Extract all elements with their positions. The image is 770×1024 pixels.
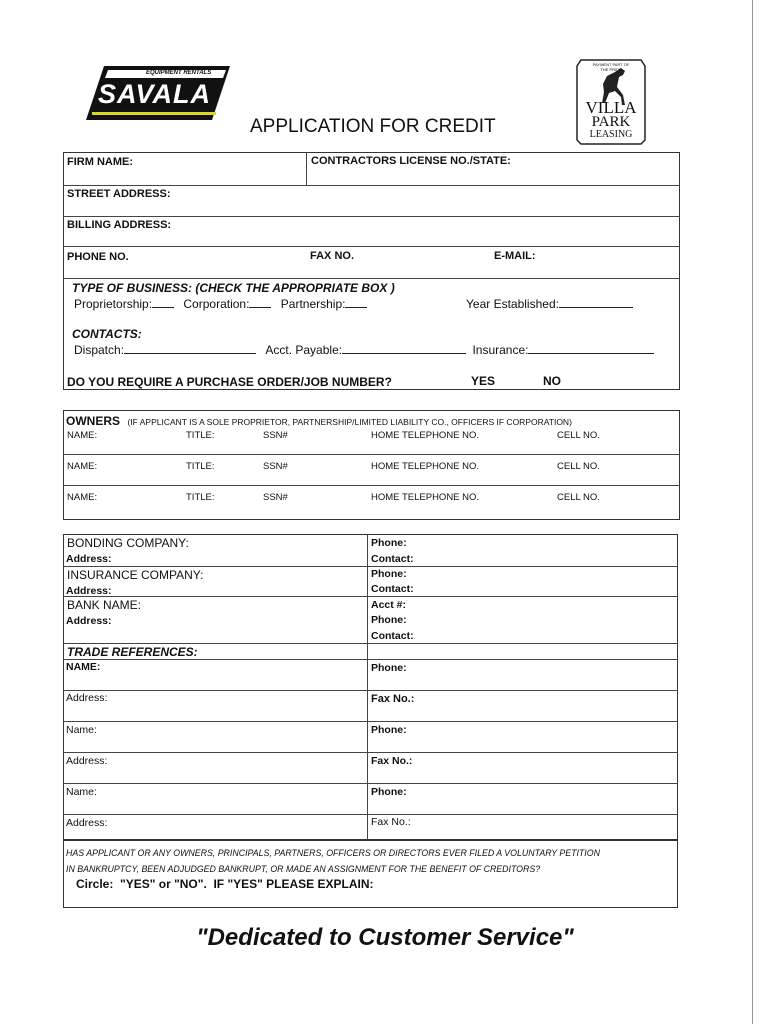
acct-payable-input[interactable] — [342, 343, 466, 354]
year-established-input[interactable] — [559, 297, 633, 308]
trade2-name-field[interactable]: Name: — [66, 724, 97, 736]
trade-references-heading: TRADE REFERENCES: — [67, 645, 198, 659]
insurance-phone-field[interactable]: Phone: — [371, 568, 407, 580]
partner-line2: PARK — [591, 114, 631, 130]
scan-edge — [752, 0, 753, 1024]
owners-note: (IF APPLICANT IS A SOLE PROPRIETOR, PARTNERSHIP/LIMITED LIABILITY CO., OFFICERS IF CORPORATION) — [127, 417, 572, 427]
logo-brand: SAVALA — [98, 79, 211, 109]
trade1-phone-field[interactable]: Phone: — [371, 662, 407, 674]
fax-field[interactable]: FAX NO. — [310, 250, 355, 262]
owner2-title[interactable]: TITLE: — [186, 461, 215, 472]
owner2-ssn[interactable]: SSN# — [263, 461, 288, 472]
owner1-title[interactable]: TITLE: — [186, 430, 215, 441]
proprietorship-checkbox[interactable] — [152, 297, 174, 308]
po-yes-option[interactable]: YES — [471, 374, 496, 388]
po-question: DO YOU REQUIRE A PURCHASE ORDER/JOB NUMBER? — [67, 375, 392, 389]
owner1-name[interactable]: NAME: — [67, 430, 98, 441]
bankruptcy-circle-prompt[interactable]: Circle: "YES" or "NO". IF "YES" PLEASE EXPLAIN: — [76, 877, 374, 891]
logo-tagline: EQUIPMENT RENTALS — [146, 70, 212, 76]
insurance-label: Insurance: — [472, 343, 529, 357]
phone-field[interactable]: PHONE NO. — [67, 251, 129, 263]
owner3-ssn[interactable]: SSN# — [263, 492, 288, 503]
trade2-phone-field[interactable]: Phone: — [371, 724, 407, 736]
footer-slogan: "Dedicated to Customer Service" — [196, 924, 574, 951]
contacts-row — [74, 343, 654, 357]
partner-small-text: PAYMENT PART OF THE PRIDE — [592, 62, 630, 72]
trade3-name-field[interactable]: Name: — [66, 786, 97, 798]
dispatch-input[interactable] — [124, 343, 256, 354]
bankruptcy-line1: HAS APPLICANT OR ANY OWNERS, PRINCIPALS, PARTNERS, OFFICERS OR DIRECTORS EVER FILED A VOLUNTARY PETITION — [66, 848, 600, 858]
owners-heading: OWNERS — [66, 414, 120, 428]
corporation-checkbox[interactable] — [249, 297, 271, 308]
trade1-address-field[interactable]: Address: — [66, 692, 108, 704]
page-title: APPLICATION FOR CREDIT — [250, 116, 496, 137]
bank-name-field[interactable]: BANK NAME: — [67, 598, 142, 612]
type-of-business-heading: TYPE OF BUSINESS: (CHECK THE APPROPRIATE BOX ) — [72, 281, 395, 295]
email-field[interactable]: E-MAIL: — [494, 250, 536, 262]
trade2-fax-field[interactable]: Fax No.: — [371, 755, 413, 767]
proprietorship-label: Proprietorship: — [74, 297, 153, 311]
owners-header — [66, 412, 572, 430]
street-address-field[interactable]: STREET ADDRESS: — [67, 188, 171, 200]
owner3-cell[interactable]: CELL NO. — [557, 492, 600, 503]
trade3-phone-field[interactable]: Phone: — [371, 786, 407, 798]
owner3-name[interactable]: NAME: — [67, 492, 98, 503]
insurance-company-field[interactable]: INSURANCE COMPANY: — [67, 568, 204, 582]
year-established-label: Year Established: — [466, 297, 559, 311]
bank-phone-field[interactable]: Phone: — [371, 614, 407, 626]
billing-address-field[interactable]: BILLING ADDRESS: — [67, 219, 172, 231]
trade2-address-field[interactable]: Address: — [66, 755, 108, 767]
po-no-option[interactable]: NO — [543, 374, 561, 388]
business-type-row — [74, 297, 367, 311]
year-established-row — [466, 297, 633, 311]
villa-park-logo — [575, 58, 647, 146]
trade1-name-field[interactable]: NAME: — [66, 661, 101, 673]
trade3-fax-field[interactable]: Fax No.: — [371, 816, 411, 828]
bank-address-field[interactable]: Address: — [66, 615, 112, 627]
corporation-label: Corporation: — [183, 297, 250, 311]
owner2-name[interactable]: NAME: — [67, 461, 98, 472]
savala-logo — [86, 64, 232, 122]
owner3-title[interactable]: TITLE: — [186, 492, 215, 503]
bonding-phone-field[interactable]: Phone: — [371, 537, 407, 549]
contractors-license-field[interactable]: CONTRACTORS LICENSE NO./STATE: — [311, 155, 511, 167]
trade3-address-field[interactable]: Address: — [66, 817, 108, 829]
firm-name-field[interactable]: FIRM NAME: — [67, 156, 133, 168]
insurance-contact-field[interactable]: Contact: — [371, 583, 414, 595]
trade1-fax-field[interactable]: Fax No.: — [371, 693, 415, 705]
insurance-input[interactable] — [528, 343, 654, 354]
partner-line3: LEASING — [589, 129, 633, 140]
partner-line1: VILLA — [585, 98, 637, 117]
bonding-address-field[interactable]: Address: — [66, 553, 112, 565]
insurance-address-field[interactable]: Address: — [66, 585, 112, 597]
owner1-ssn[interactable]: SSN# — [263, 430, 288, 441]
dispatch-label: Dispatch: — [74, 343, 125, 357]
owner1-home-phone[interactable]: HOME TELEPHONE NO. — [371, 430, 480, 441]
partnership-label: Partnership: — [280, 297, 346, 311]
bonding-company-field[interactable]: BONDING COMPANY: — [67, 536, 189, 550]
contacts-heading: CONTACTS: — [72, 327, 142, 341]
owner2-cell[interactable]: CELL NO. — [557, 461, 600, 472]
bonding-contact-field[interactable]: Contact: — [371, 553, 414, 565]
acct-payable-label: Acct. Payable: — [265, 343, 343, 357]
owner2-home-phone[interactable]: HOME TELEPHONE NO. — [371, 461, 480, 472]
owner3-home-phone[interactable]: HOME TELEPHONE NO. — [371, 492, 480, 503]
partnership-checkbox[interactable] — [345, 297, 367, 308]
bank-contact-field[interactable]: Contact: — [371, 630, 414, 642]
bankruptcy-line2: IN BANKRUPTCY, BEEN ADJUDGED BANKRUPT, OR MADE AN ASSIGNMENT FOR THE BENEFIT OF CREDITORS? — [66, 864, 541, 874]
bank-acct-field[interactable]: Acct #: — [371, 599, 407, 611]
owner1-cell[interactable]: CELL NO. — [557, 430, 600, 441]
